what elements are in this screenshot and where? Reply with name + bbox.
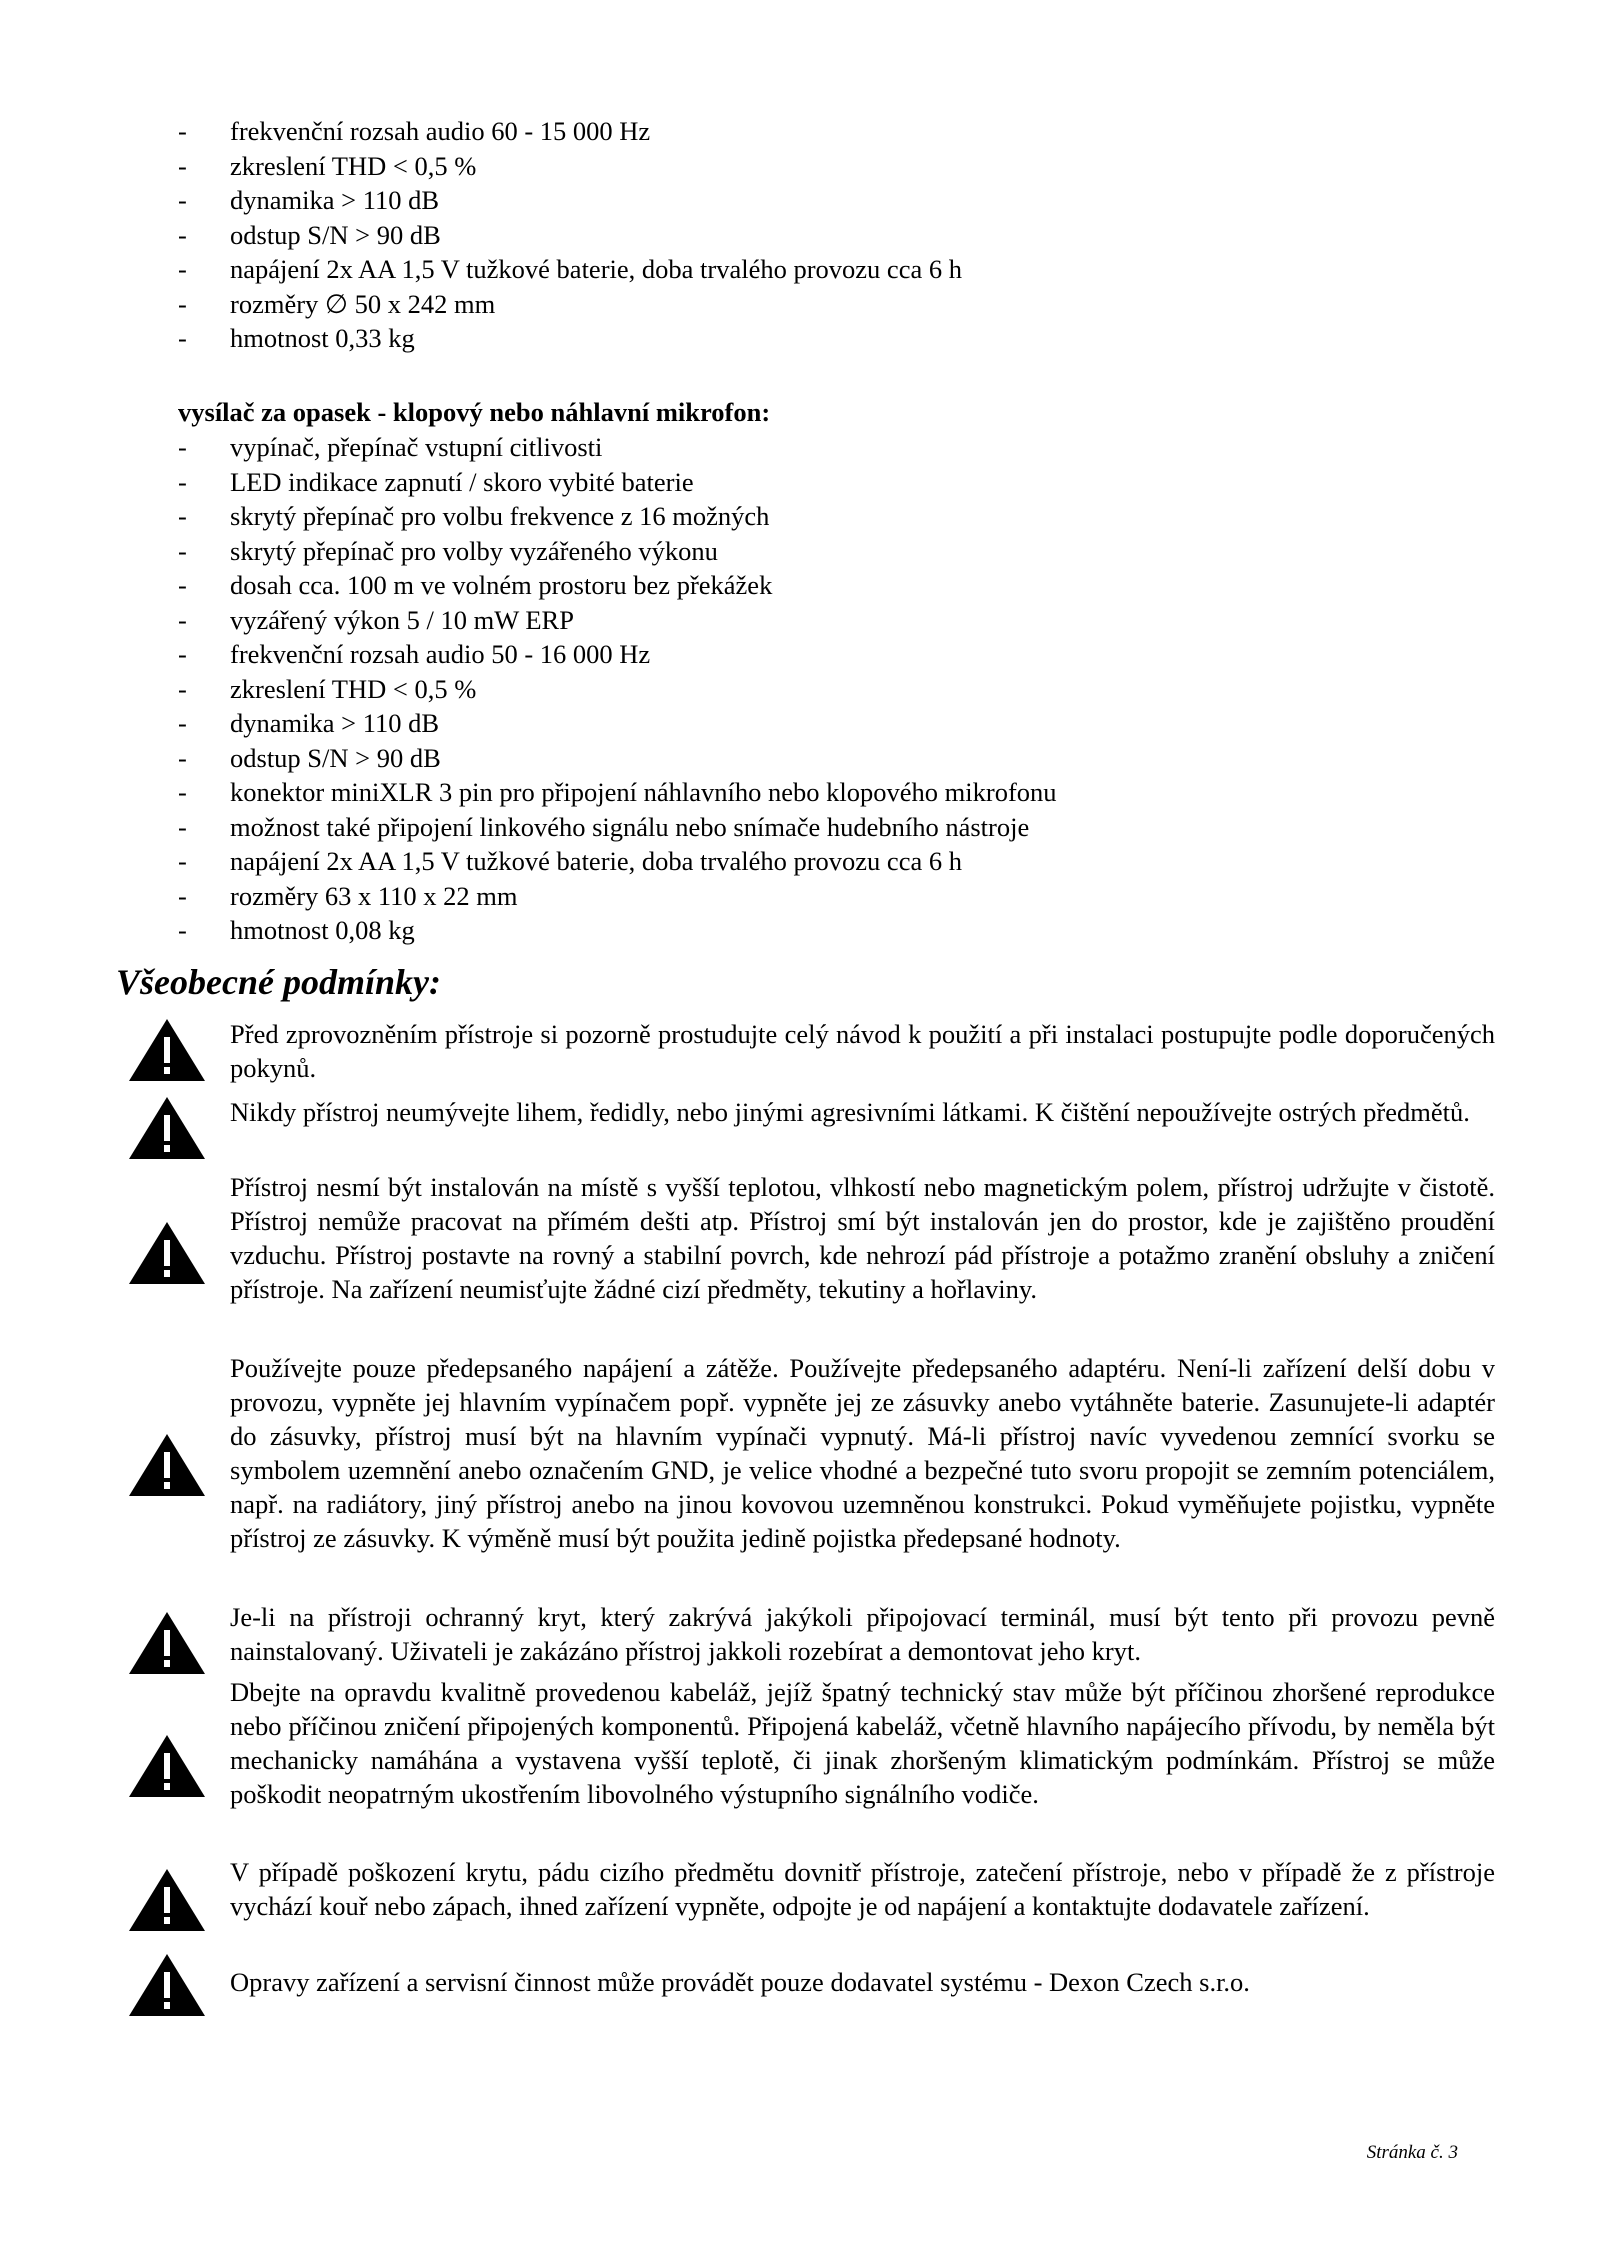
warning-triangle-icon (127, 1867, 207, 1933)
general-conditions-paragraph: Je-li na přístroji ochranný kryt, který zakrývá jakýkoli připojovací terminál, musí být tento při provozu pevně nainstalovaný. Uživateli je zakázáno přístroj jakkoli rozebírat a demontovat jeho kryt. (230, 1602, 1495, 1666)
warning-triangle-icon (127, 1017, 207, 1083)
warning-triangle-icon (127, 1952, 207, 2018)
warning-triangle-icon (127, 1432, 207, 1498)
general-conditions-paragraph: Dbejte na opravdu kvalitně provedenou kabeláž, jejíž špatný technický stav může být příčinou zhoršené reprodukce nebo příčinou zničení připojených komponentů. Připojená kabeláž, včetně hlavního napájecího přívodu, by neměla být mechanicky namáhána a vystavena vyšší teplotě, či jinak zhoršeným klimatickým podmínkám. Přístroj se může poškodit neopatrným ukostřením libovolného výstupního signálního vodiče. (230, 1677, 1495, 1809)
warning-triangle-icon (127, 1095, 207, 1161)
page-number: Stránka č. 3 (1366, 2142, 1458, 2163)
general-conditions-paragraph: Před zprovozněním přístroje si pozorně prostudujte celý návod k použití a při instalaci postupujte podle doporučených pokynů. (230, 1019, 1495, 1083)
general-conditions-paragraph: Opravy zařízení a servisní činnost může provádět pouze dodavatel systému - Dexon Czech s.r.o. (230, 1967, 1250, 1997)
document-page: - frekvenční rozsah audio 60 - 15 000 Hz - zkreslení THD < 0,5 % - dynamika > 110 dB - odstup S/N > 90 dB - napájení 2x AA 1,5 V tužkové baterie, doba trvalého provozu cca 6 h - rozměry ∅ 50 x 242 mm - hmotnost 0,33 kg vysílač za opasek - klopový nebo náhlavní mikrofon: - vypínač, přepínač vstupní citlivosti - LED indikace zapnutí / skoro vybité baterie - skrytý přepínač pro volbu frekvence z 16 možných - skrytý přepínač pro volby vyzářeného výkonu - dosah cca. 100 m ve volném prostoru bez překážek - vyzářený výkon 5 / 10 mW ERP - frekvenční rozsah audio 50 - 16 000 Hz - zkreslení THD < 0,5 % - dynamika > 110 dB - odstup S/N > 90 dB - konektor miniXLR 3 pin pro připojení náhlavního nebo klopového mikrofonu - možnost také připojení linkového signálu nebo snímače hudebního nástroje - napájení 2x AA 1,5 V tužkové baterie, doba trvalého provozu cca 6 h - rozměry 63 x 110 x 22 mm - hmotnost 0,08 kg Všeobecné podmínky: Před zprovozněním přístroje si pozorně prostudujte celý návod k použití a při instalaci postupujte podle doporučených pokynů. Nikdy přístroj neumývejte lihem, ředidly, nebo jinými agresivními látkami. K čištění nepoužívejte ostrých předmětů. Přístroj nesmí být instalován na místě s vyšší teplotou, vlhkostí nebo magnetickým polem, přístroj udržujte v čistotě. Přístroj nemůže pracovat na přímém dešti atp. Přístroj smí být instalován jen do prostor, kde je zajištěno proudění vzduchu. Přístroj postavte na rovný a stabilní povrch, kde nehrozí pád přístroje a potažmo zranění obsluhy a zničení přístroje. Na zařízení neumisťujte žádné cizí předměty, tekutiny a hořlaviny. Používejte pouze předepsaného napájení a zátěže. Používejte předepsaného adaptéru. Není-li zařízení delší dobu v provozu, vypněte jej hlavním vypínačem popř. vypněte jej ze zásuvky anebo vytáhněte baterie. Zasunujete-li adaptér do zásuvky, přístroj musí být na hlavním vypínači vypnutý. Má-li přístroj navíc vyvedenou zemnící svorku se symbolem uzemnění anebo označením GND, je velice vhodné a bezpečné tuto svoru propojit se zemním potenciálem, např. na radiátory, jiný přístroj anebo na jinou kovovou uzemněnou konstrukci. Pokud vyměňujete pojistku, vypněte přístroj ze zásuvky. K výměně musí být použita jedině pojistka předepsané hodnoty. Je-li na přístroji ochranný kryt, který zakrývá jakýkoli připojovací terminál, musí být tento při provozu pevně nainstalovaný. Uživateli je zakázáno přístroj jakkoli rozebírat a demontovat jeho kryt. Dbejte na opravdu kvalitně provedenou kabeláž, jejíž špatný technický stav může být příčinou zhoršené reprodukce nebo příčinou zničení připojených komponentů. Připojená kabeláž, včetně hlavního napájecího přívodu, by neměla být mechanicky namáhána a vystavena vyšší teplotě, či jinak zhoršeným klimatickým podmínkám. Přístroj se může poškodit neopatrným ukostřením libovolného výstupního signálního vodiče. V případě poškození krytu, pádu cizího předmětu dovnitř přístroje, zatečení přístroje, nebo v případě že z přístroje vychází kouř nebo zápach, ihned zařízení vypněte, odpojte je od napájení a kontaktujte dodavatele zařízení. Opravy zařízení a servisní činnost může provádět pouze dodavatel systému - Dexon Czech s.r.o. Stránka č. 3 (116, 116, 1495, 2163)
general-conditions-paragraph: Nikdy přístroj neumývejte lihem, ředidly, nebo jinými agresivními látkami. K čištění nepoužívejte ostrých předmětů. (230, 1097, 1470, 1127)
general-conditions-heading: Všeobecné podmínky: (116, 962, 441, 1002)
warning-triangle-icon (127, 1610, 207, 1676)
warning-triangle-icon (127, 1220, 207, 1286)
warning-triangle-icon (127, 1733, 207, 1799)
transmitter-heading: vysílač za opasek - klopový nebo náhlavní mikrofon: (178, 397, 771, 427)
general-conditions-paragraph: Používejte pouze předepsaného napájení a zátěže. Používejte předepsaného adaptéru. Není-li zařízení delší dobu v provozu, vypněte jej hlavním vypínačem popř. vypněte jej ze zásuvky anebo vytáhněte baterie. Zasunujete-li adaptér do zásuvky, přístroj musí být na hlavním vypínači vypnutý. Má-li přístroj navíc vyvedenou zemnící svorku se symbolem uzemnění anebo označením GND, je velice vhodné a bezpečné tuto svoru propojit se zemním potenciálem, např. na radiátory, jiný přístroj anebo na jinou kovovou uzemněnou konstrukci. Pokud vyměňujete pojistku, vypněte přístroj ze zásuvky. K výměně musí být použita jedině pojistka předepsané hodnoty. (230, 1353, 1495, 1553)
general-conditions-paragraph: Přístroj nesmí být instalován na místě s vyšší teplotou, vlhkostí nebo magnetickým polem, přístroj udržujte v čistotě. Přístroj nemůže pracovat na přímém dešti atp. Přístroj smí být instalován jen do prostor, kde je zajištěno proudění vzduchu. Přístroj postavte na rovný a stabilní povrch, kde nehrozí pád přístroje a potažmo zranění obsluhy a zničení přístroje. Na zařízení neumisťujte žádné cizí předměty, tekutiny a hořlaviny. (230, 1172, 1495, 1304)
general-conditions-paragraph: V případě poškození krytu, pádu cizího předmětu dovnitř přístroje, zatečení přístroje, nebo v případě že z přístroje vychází kouř nebo zápach, ihned zařízení vypněte, odpojte je od napájení a kontaktujte dodavatele zařízení. (230, 1857, 1495, 1921)
